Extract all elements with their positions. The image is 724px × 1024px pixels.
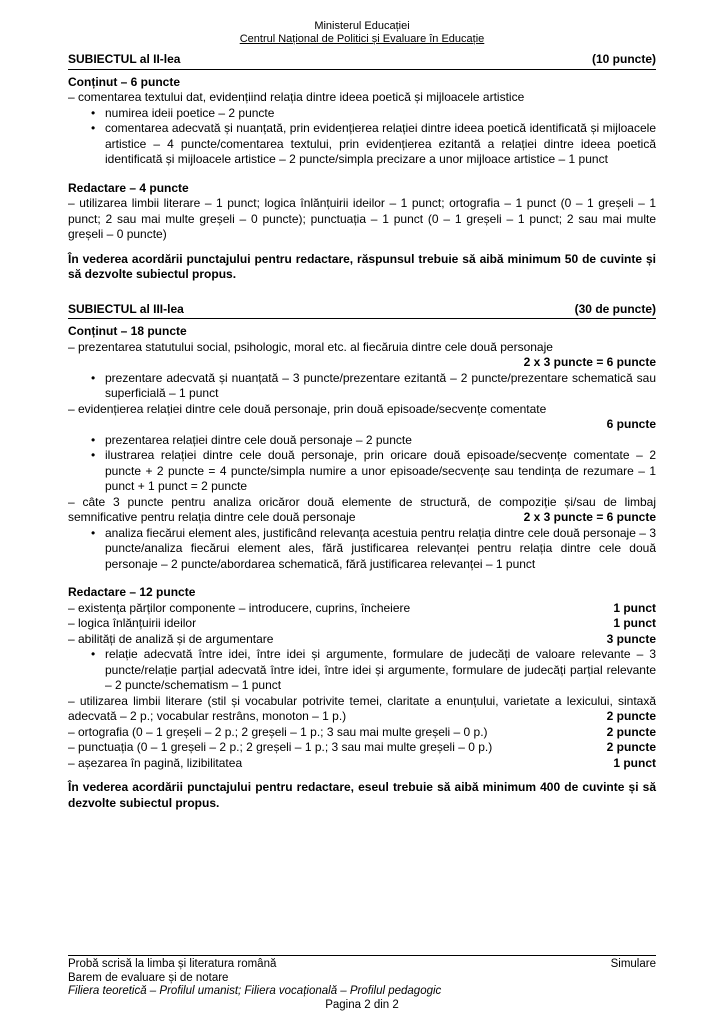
heading-text: Conținut – 18 puncte <box>68 324 187 338</box>
footer-exam-name: Probă scrisă la limba și literatura română <box>68 958 277 970</box>
bullet-icon: • <box>91 121 96 135</box>
utilizarea-limbii-item <box>68 694 656 725</box>
section-title: SUBIECTUL al II-lea <box>68 52 181 66</box>
bullet-text: analiza fiecărui element ales, justificând relevanța acestuia pentru relația dintre cele două personaje – 3 puncte/analiza fiecărui element ales, fără justificarea relevanței pentru relația dintre cele două personaje – 2 puncte/abordarea schematică, fără justificarea relevanței – 1 punct <box>105 525 656 571</box>
nota-400-cuvinte <box>68 780 656 811</box>
prezentarea-relatiei-bullet <box>68 433 656 449</box>
numirea-ideii-bullet <box>68 106 656 122</box>
redactare-12-heading <box>68 585 656 601</box>
asezarea-item <box>68 756 656 772</box>
heading-text: Conținut – 6 puncte <box>68 74 180 89</box>
document-header <box>68 20 656 46</box>
bullet-text: numirea ideii poetice – 2 puncte <box>105 105 275 120</box>
footer-page-number: Pagina 2 din 2 <box>325 998 399 1011</box>
section-points: (30 de puncte) <box>574 301 656 316</box>
para-text: – comentarea textului dat, evidențiind relația dintre ideea poetică și mijloacele artistice <box>68 90 525 104</box>
comentarea-adecvata-bullet <box>68 121 656 168</box>
evidentierea-relatiei-item <box>68 402 656 418</box>
footer-filiera-line: Filiera teoretică – Profilul umanist; Filiera vocațională – Profilul pedagogic <box>68 985 442 997</box>
redactare-4-item <box>68 196 656 243</box>
comentarea-textului-item <box>68 90 656 106</box>
bold_para-text: În vederea acordării punctajului pentru redactare, răspunsul trebuie să aibă minimum 50 de cuvinte și să dezvolte subiectul propus. <box>68 251 656 281</box>
para-text: – prezentarea statutului social, psihologic, moral etc. al fiecăruia dintre cele două personaje <box>68 339 553 354</box>
bullet-text: comentarea adecvată și nuanțată, prin evidențierea relației dintre ideea poetică identificată și mijloacele artistice – 4 puncte/comentarea textului, prin evidențierea ezitantă a relației dintre ideea poetică identificată și mijloacele artistice – 2 puncte/simpla precizare a unor mijloace artistice – 1 punct <box>105 121 656 166</box>
nota-50-cuvinte <box>68 252 656 283</box>
redactare-4-heading <box>68 181 656 197</box>
continut-6-heading <box>68 75 656 91</box>
institution-name: Centrul Național de Politici și Evaluare în Educație <box>239 33 485 45</box>
bullet-text: relație adecvată între idei, între idei și argumente, formulare de judecăți de valoare relevante – 3 puncte/relație parțial adecvată între idei, între idei și argumente, formulare de judecăți parțial relevante – 2 puncte/schematism – 1 punct <box>105 647 656 692</box>
puncte-2x3-6-line <box>68 355 656 371</box>
puncte-6-line <box>68 417 656 433</box>
para-text: – utilizarea limbii literare (stil și vocabular potrivite temei, claritate a enunțului, varietate a lexicului, sintaxă adecvată – 2 p.; vocabular restrâns, monoton – 1 p.) <box>68 693 656 723</box>
footer-barem-line: Barem de evaluare și de notare <box>68 971 229 984</box>
bullet-icon: • <box>91 370 96 385</box>
points-label: 2 puncte <box>606 709 656 723</box>
para-text: – așezarea în pagină, lizibilitatea <box>68 755 243 770</box>
heading-text: Redactare – 4 puncte <box>68 180 189 195</box>
subiectul-2-header <box>68 52 656 70</box>
para-text: – evidențierea relației dintre cele două personaje, prin două episoade/secvențe comentate <box>68 401 547 416</box>
bullet-text: prezentarea relației dintre cele două personaje – 2 puncte <box>105 432 412 447</box>
prezentare-adecvata-bullet <box>68 371 656 402</box>
para-text: – abilități de analiză și de argumentare <box>68 631 274 646</box>
bullet-icon: • <box>91 525 96 540</box>
ortografia-item <box>68 725 656 741</box>
analiza-element-bullet <box>68 526 656 573</box>
bullet-text: prezentare adecvată și nuanțată – 3 puncte/prezentare ezitantă – 2 puncte/prezentare schematică sau superficială – 1 punct <box>105 370 656 400</box>
points-label: 2 x 3 puncte = 6 puncte <box>523 510 656 524</box>
prezentarea-statutului-item <box>68 340 656 356</box>
continut-18-heading <box>68 324 656 340</box>
para-text: – punctuația (0 – 1 greșeli – 2 p.; 2 greșeli – 1 p.; 3 sau mai multe greșeli – 0 p.) <box>68 740 493 754</box>
para-text: – ortografia (0 – 1 greșeli – 2 p.; 2 greșeli – 1 p.; 3 sau mai multe greșeli – 0 p.) <box>68 724 488 739</box>
abilitati-analiza-item <box>68 632 656 648</box>
punctuatia-item <box>68 740 656 756</box>
existenta-partilor-item <box>68 601 656 617</box>
para-text: – logica înlănțuirii ideilor <box>68 616 197 630</box>
points-label: 1 punct <box>613 616 656 630</box>
heading-text: Redactare – 12 puncte <box>68 585 196 599</box>
bullet-icon: • <box>91 105 96 120</box>
section-title: SUBIECTUL al III-lea <box>68 301 184 316</box>
document-body <box>68 46 656 811</box>
points-label: 1 punct <box>613 600 656 615</box>
document-footer <box>68 955 656 1012</box>
para-text: – câte 3 puncte pentru analiza oricăror două elemente de structură, de compoziție și/sau de limbaj semnificative pentru relația dintre cele două personaje <box>68 494 656 524</box>
bullet-icon: • <box>91 448 96 462</box>
bullet-icon: • <box>91 647 96 661</box>
ilustrarea-relatiei-bullet <box>68 448 656 495</box>
points-label: 2 puncte <box>606 740 656 754</box>
footer-exam-type: Simulare <box>610 958 656 970</box>
section-points: (10 puncte) <box>591 52 656 66</box>
pts_line-text: 2 x 3 puncte = 6 puncte <box>523 355 656 369</box>
points-label: 3 puncte <box>606 631 656 646</box>
relatie-adecvata-bullet <box>68 647 656 694</box>
ministry-name: Ministerul Educației <box>314 20 410 32</box>
logica-inlantuirii-item <box>68 616 656 632</box>
points-label: 2 puncte <box>606 724 656 739</box>
footer-row-1 <box>68 958 656 972</box>
para-text: – utilizarea limbii literare – 1 punct; logica înlănțuirii ideilor – 1 punct; ortografia – 1 punct (0 – 1 greșeli – 1 punct; 2 sau mai multe greșeli – 0 puncte); punctuația – 1 punct (0 – 1 greșeli – 1 punct; 2 sau mai multe greșeli – 0 puncte) <box>68 196 656 241</box>
points-label: 1 punct <box>613 755 656 770</box>
para-text: – existența părților componente – introducere, cuprins, încheiere <box>68 600 411 615</box>
bullet-text: ilustrarea relației dintre cele două personaje, prin oricare două episoade/secvențe comentate – 2 puncte + 2 puncte = 4 puncte/simpla numire a unor episoade/secvențe sau tendința de rezumare – 1 punct + 1 punct = 2 puncte <box>105 448 656 493</box>
bullet-icon: • <box>91 432 96 447</box>
subiectul-3-header <box>68 302 656 320</box>
cate-3-puncte-item <box>68 495 656 526</box>
pts_line-text: 6 puncte <box>606 417 656 431</box>
bold_para-text: În vederea acordării punctajului pentru redactare, eseul trebuie să aibă minimum 400 de cuvinte și să dezvolte subiectul propus. <box>68 780 656 810</box>
